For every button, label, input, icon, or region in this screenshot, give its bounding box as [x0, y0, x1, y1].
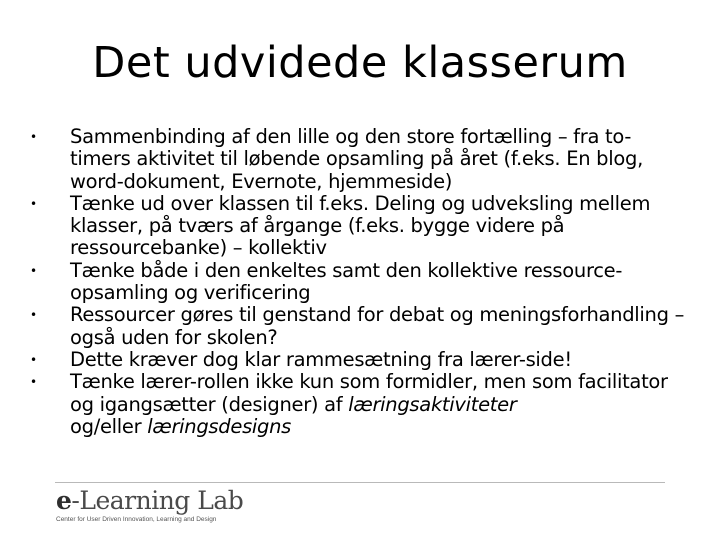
bullet-item: [30, 260, 690, 305]
bullet-item: [30, 371, 690, 438]
emphasis-learning-activities: læringsaktiviteter: [348, 392, 517, 416]
logo-wordmark: [56, 487, 243, 515]
logo-name: -Learning Lab: [71, 486, 244, 515]
bullet-text: [70, 370, 690, 438]
bullet-item: [30, 304, 690, 349]
emphasis-learning-designs: læringsdesigns: [147, 414, 292, 438]
bullet-list: [30, 126, 690, 438]
slide-title: Det udvidede klasserum: [92, 38, 628, 88]
bullet-dot: •: [30, 308, 37, 323]
bullet-item: [30, 193, 690, 260]
bullet-text-start: Tænke lærer-rollen ikke kun som formidler, men som facilitator og igangsætter (designer) af: [70, 370, 668, 416]
bullet-text: Dette kræver dog klar rammesætning fra lærer-side!: [70, 347, 572, 371]
bullet-text: Ressourcer gøres til genstand for debat og meningsforhandling – også uden for skolen?: [70, 303, 685, 349]
logo-subtitle: Center for User Driven Innovation, Learning and Design: [56, 516, 217, 523]
footer-divider: [55, 482, 665, 483]
bullet-text-continuation: [70, 416, 690, 438]
bullet-dot: •: [30, 375, 37, 390]
elearning-lab-logo: [56, 487, 246, 527]
bullet-dot: •: [30, 196, 37, 211]
logo-prefix: e: [56, 486, 72, 515]
bullet-dot: •: [30, 352, 37, 367]
bullet-text: Tænke ud over klassen til f.eks. Deling og udveksling mellem klasser, på tværs af årgange (f.eks. bygge videre på ressourcebanke) – kollektiv: [70, 191, 651, 260]
bullet-dot: •: [30, 130, 37, 144]
bullet-dot: •: [30, 263, 37, 278]
bullet-item: [30, 126, 690, 193]
bullet-text: Tænke både i den enkeltes samt den kollektive ressource-opsamling og verificering: [70, 258, 623, 305]
bullet-text-middle: og/eller: [70, 414, 148, 438]
bullet-item: [30, 349, 690, 371]
bullet-text: Sammenbinding af den lille og den store fortælling – fra to-timers aktivitet til løbende opsamling på året (f.eks. En blog, word-dokument, Evernote, hjemmeside): [70, 125, 643, 193]
